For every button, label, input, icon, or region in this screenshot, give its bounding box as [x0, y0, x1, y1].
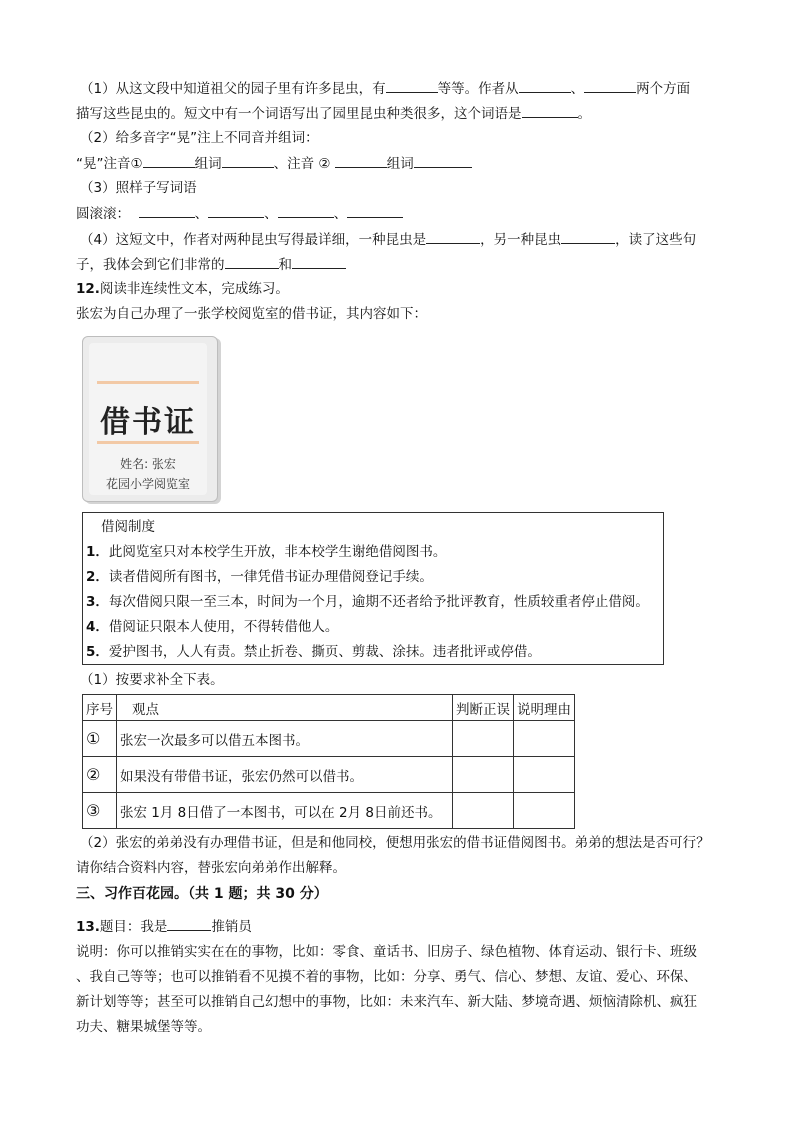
table-header: 观点	[117, 695, 453, 721]
answer-blank[interactable]	[167, 916, 211, 931]
q12-sub1: （1）按要求补全下表。	[80, 672, 224, 688]
rule-item: 5．爱护图书，人人有责。禁止折卷、撕页、剪裁、涂抹。违者批评或停借。	[86, 644, 541, 660]
q13-desc: 、我自己等等；也可以推销看不见摸不着的事物，比如：分享、勇气、信心、梦想、友谊、爱心、环保、	[76, 969, 697, 985]
borrowing-rules-box	[82, 512, 664, 665]
q12-sub2-line1: （2）张宏的弟弟没有办理借书证，但是和他同校，便想用张宏的借书证借阅图书。弟弟的想法是否可行？	[80, 835, 710, 851]
answer-blank[interactable]	[561, 229, 615, 244]
table-row	[83, 721, 575, 757]
answer-blank[interactable]	[584, 78, 636, 93]
judgement-cell[interactable]	[453, 721, 514, 757]
card-stripe-bottom	[97, 441, 199, 444]
q13-desc: 功夫、糖果城堡等等。	[76, 1019, 211, 1035]
judgement-cell[interactable]	[453, 793, 514, 829]
q12-context: 张宏为自己办理了一张学校阅览室的借书证，其内容如下：	[76, 306, 427, 322]
answer-blank[interactable]	[225, 254, 279, 269]
judgement-cell[interactable]	[453, 757, 514, 793]
rules-title: 借阅制度	[101, 519, 155, 535]
q11-part2-answer-line: “晃”注音① 组词 、注音 ② 组词	[76, 153, 472, 174]
row-view: 张宏一次最多可以借五本图书。	[117, 721, 453, 757]
q11-part4-line2: 子，我体会到它们非常的 和	[76, 254, 346, 275]
card-name: 姓名: 张宏	[120, 457, 176, 471]
q11-part3-line: （3）照样子写词语	[80, 180, 197, 196]
q13-prompt: 13.题目：我是 推销员	[76, 916, 252, 937]
table-row	[83, 757, 575, 793]
table-header: 判断正误	[453, 695, 514, 721]
rule-item: 1．此阅览室只对本校学生开放，非本校学生谢绝借阅图书。	[86, 544, 447, 560]
q11-part1-line2: 描写这些昆虫的。短文中有一个词语写出了园里昆虫种类很多，这个词语是 。	[76, 103, 591, 124]
answer-blank[interactable]	[335, 153, 387, 168]
reason-cell[interactable]	[514, 793, 575, 829]
q11-part3-answer-line: 圆滚滚： 、 、 、	[76, 203, 403, 224]
card-place: 花园小学阅览室	[105, 477, 190, 491]
answer-blank[interactable]	[347, 203, 403, 218]
q11-part2-line: （2）给多音字“晃”注上不同音并组词：	[80, 130, 319, 146]
reason-cell[interactable]	[514, 757, 575, 793]
row-number: ②	[83, 757, 117, 793]
row-number: ③	[83, 793, 117, 829]
section-title: 三、习作百花园。（共 1 题；共 30 分）	[76, 886, 328, 902]
answer-blank[interactable]	[426, 229, 480, 244]
answer-blank[interactable]	[519, 78, 571, 93]
answer-blank[interactable]	[222, 153, 274, 168]
card-title: 借书证	[100, 405, 196, 440]
table-header: 说明理由	[514, 695, 575, 721]
table-row	[83, 793, 575, 829]
rule-item: 3．每次借阅只限一至三本，时间为一个月，逾期不还者给予批评教育，性质较重者停止借阅。	[86, 594, 649, 610]
answer-blank[interactable]	[143, 153, 195, 168]
rule-item: 2．读者借阅所有图书，一律凭借书证办理借阅登记手续。	[86, 569, 433, 585]
answer-blank[interactable]	[278, 203, 334, 218]
q11-part1-line1: （1）从这文段中知道祖父的园子里有许多昆虫，有 等等。作者从 、 两个方面	[80, 78, 690, 99]
q11-part4-line1: （4）这短文中，作者对两种昆虫写得最详细，一种昆虫是 ，另一种昆虫 ，读了这些句	[80, 229, 696, 250]
answer-blank[interactable]	[292, 254, 346, 269]
row-view: 张宏 1月 8日借了一本图书，可以在 2月 8日前还书。	[117, 793, 453, 829]
q13-desc: 说明：你可以推销实实在在的事物，比如：零食、童话书、旧房子、绿色植物、体育运动、银行卡、班级	[76, 944, 697, 960]
answer-blank[interactable]	[386, 78, 438, 93]
q12-heading: 12.阅读非连续性文本，完成练习。	[76, 281, 289, 297]
answer-blank[interactable]	[522, 103, 578, 118]
card-stripe-top	[97, 381, 199, 384]
answer-blank[interactable]	[139, 203, 195, 218]
answer-blank[interactable]	[208, 203, 264, 218]
q13-desc: 新计划等等；甚至可以推销自己幻想中的事物，比如：未来汽车、新大陆、梦境奇遇、烦恼清除机、疯狂	[76, 994, 697, 1010]
judgement-table	[82, 694, 575, 829]
row-number: ①	[83, 721, 117, 757]
table-header: 序号	[83, 695, 117, 721]
library-card-face	[89, 343, 207, 495]
rule-item: 4．借阅证只限本人使用，不得转借他人。	[86, 619, 339, 635]
library-card-image	[82, 336, 218, 502]
reason-cell[interactable]	[514, 721, 575, 757]
table-header-row	[83, 695, 575, 721]
answer-blank[interactable]	[414, 153, 472, 168]
q12-sub2-line2: 请你结合资料内容，替张宏向弟弟作出解释。	[76, 860, 346, 876]
row-view: 如果没有带借书证，张宏仍然可以借书。	[117, 757, 453, 793]
